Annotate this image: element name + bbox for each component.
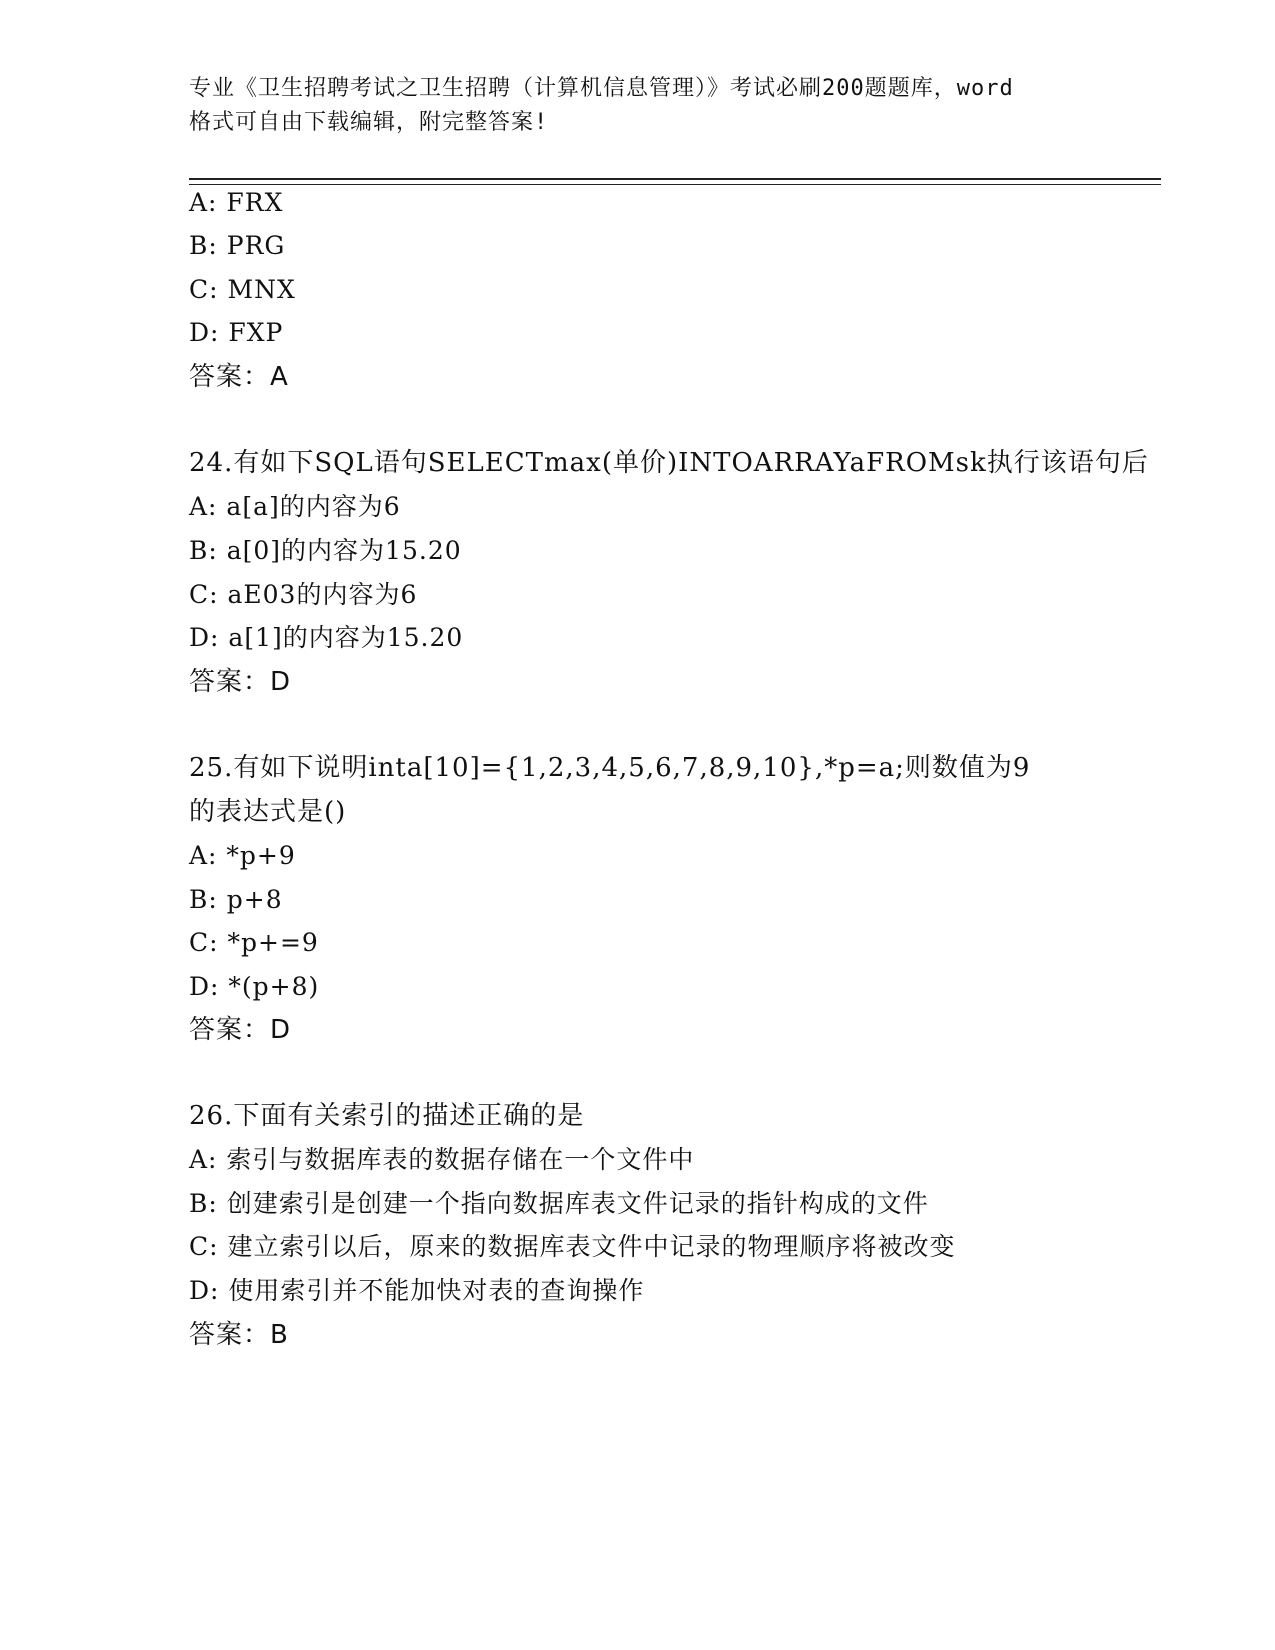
header-divider-thick xyxy=(189,178,1161,180)
q25-option-b: B: p+8 xyxy=(189,885,283,914)
q24-option-a: A: a[a]的内容为6 xyxy=(189,492,401,521)
q26-stem: 26.下面有关索引的描述正确的是 xyxy=(189,1101,585,1131)
header-line-1: 专业《卫生招聘考试之卫生招聘（计算机信息管理）》考试必刷200题题库，word xyxy=(189,76,1014,101)
q26-option-d: D: 使用索引并不能加快对表的查询操作 xyxy=(189,1276,645,1305)
q24-option-c: C: aE03的内容为6 xyxy=(189,580,418,609)
q24-stem: 24.有如下SQL语句SELECTmax(单价)INTOARRAYaFROMsk执行该语句后 xyxy=(189,448,1149,478)
q23-option-b: B: PRG xyxy=(189,231,286,260)
q25-stem-line-2: 的表达式是() xyxy=(189,797,347,827)
q24-answer: 答案：D xyxy=(189,667,292,697)
header-divider-thin xyxy=(189,184,1161,185)
q25-option-c: C: *p+=9 xyxy=(189,928,319,957)
q24-option-d: D: a[1]的内容为15.20 xyxy=(189,623,464,652)
q26-option-b: B: 创建索引是创建一个指向数据库表文件记录的指针构成的文件 xyxy=(189,1189,929,1218)
q23-option-d: D: FXP xyxy=(189,318,284,347)
q25-answer: 答案：D xyxy=(189,1015,292,1045)
q26-option-c: C: 建立索引以后，原来的数据库表文件中记录的物理顺序将被改变 xyxy=(189,1232,956,1261)
document-header xyxy=(189,72,1089,140)
q23-option-c: C: MNX xyxy=(189,275,296,304)
header-line-2: 格式可自由下载编辑，附完整答案! xyxy=(189,110,549,135)
q25-option-d: D: *(p+8) xyxy=(189,972,320,1001)
q26-option-a: A: 索引与数据库表的数据存储在一个文件中 xyxy=(189,1145,695,1174)
q26-answer: 答案：B xyxy=(189,1320,289,1350)
q24-option-b: B: a[0]的内容为15.20 xyxy=(189,536,462,565)
q25-option-a: A: *p+9 xyxy=(189,841,296,870)
q25-stem-line-1: 25.有如下说明inta[10]={1,2,3,4,5,6,7,8,9,10},*p=a;则数值为9 xyxy=(189,753,1031,783)
q23-answer: 答案：A xyxy=(189,362,289,392)
q23-option-a: A: FRX xyxy=(189,188,284,217)
